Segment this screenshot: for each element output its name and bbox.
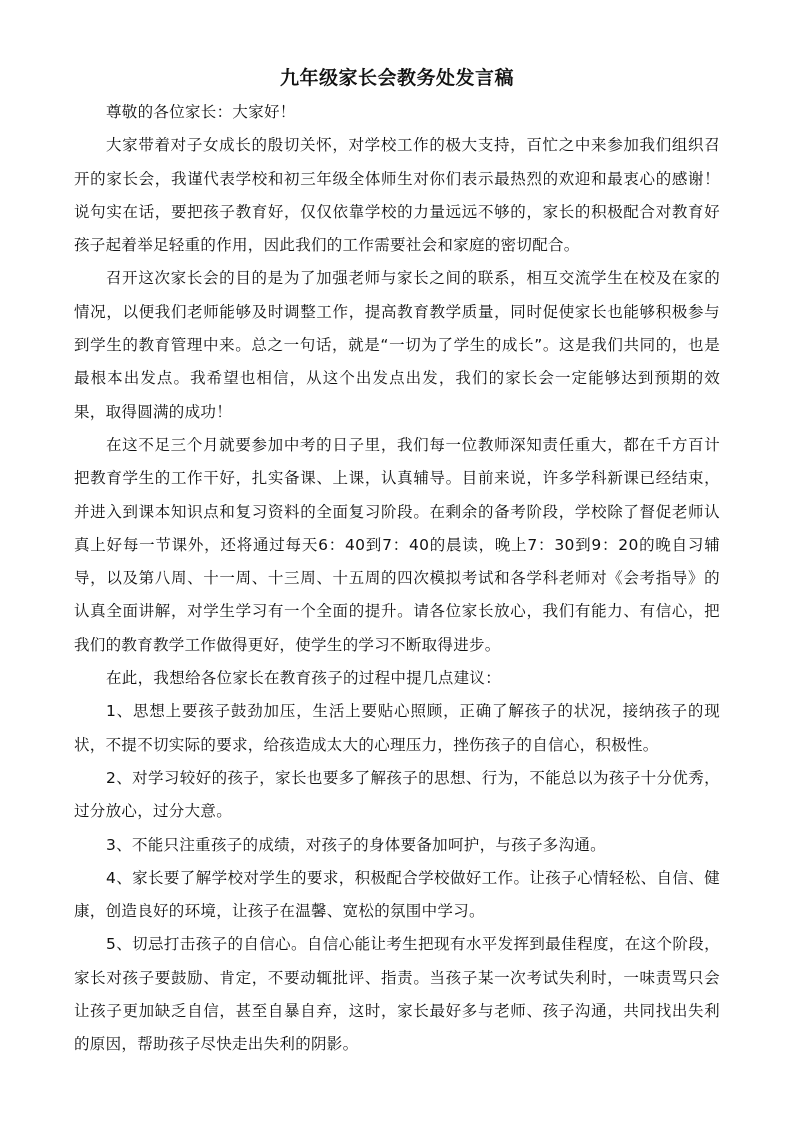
suggestion-item-1: 1、思想上要孩子鼓劲加压，生活上要贴心照顾，正确了解孩子的状况，接纳孩子的现状，不提不切实际的要求，给孩造成太大的心理压力，挫伤孩子的自信心，积极性。 xyxy=(74,702,720,754)
suggestion-item-3: 3、不能只注重孩子的成绩，对孩子的身体要备加呵护，与孩子多沟通。 xyxy=(106,835,606,854)
suggestion-item-2: 2、对学习较好的孩子，家长也要多了解孩子的思想、行为，不能总以为孩子十分优秀，过分放心，过分大意。 xyxy=(74,768,720,821)
document-title: 九年级家长会教务处发言稿 xyxy=(279,67,514,89)
suggestion-item-5: 5、切忌打击孩子的自信心。自信心能让考生把现有水平发挥到最佳程度，在这个阶段，家长对孩子要鼓励、肯定，不要动辄批评、指责。当孩子某一次考试失利时，一味责骂只会让孩子更加缺乏自信，甚至自暴自弃，这时，家长最好多与老师、孩子沟通，共同找出失利的原因，帮助孩子尽快走出失利的阴影。 xyxy=(74,935,720,1054)
suggestions-intro-paragraph: 在此，我想给各位家长在教育孩子的过程中提几点建议： xyxy=(106,669,502,688)
exam-preparation-paragraph: 在这不足三个月就要参加中考的日子里，我们每一位教师深知责任重大，都在千方百计把教育学生的工作干好，扎实备课、上课，认真辅导。目前来说，许多学科新课已经结束，并进入到课本知识点和复习资料的全面复习阶段。在剩余的备考阶段，学校除了督促老师认真上好每一节课外，还将通过每天6：40到7：40的晨读，晚上7：30到9：20的晚自习辅导，以及第八周、十一周、十三周、十五周的四次模拟考试和各学科老师对《会考指导》的认真全面讲解，对学生学习有一个全面的提升。请各位家长放心，我们有能力、有信心，把我们的教育教学工作做得更好，使学生的学习不断取得进步。 xyxy=(74,435,720,654)
purpose-paragraph: 召开这次家长会的目的是为了加强老师与家长之间的联系，相互交流学生在校及在家的情况，以便我们老师能够及时调整工作，提高教育教学质量，同时促使家长也能够积极参与到学生的教育管理中来。总之一句话，就是“一切为了学生的成长”。这是我们共同的，也是最根本出发点。我希望也相信，从这个出发点出发，我们的家长会一定能够达到预期的效果，取得圆满的成功！ xyxy=(74,269,720,421)
suggestion-item-4: 4、家长要了解学校对学生的要求，积极配合学校做好工作。让孩子心情轻松、自信、健康，创造良好的环境，让孩子在温馨、宽松的氛围中学习。 xyxy=(74,868,720,921)
welcome-paragraph: 大家带着对子女成长的殷切关怀，对学校工作的极大支持，百忙之中来参加我们组织召开的家长会，我谨代表学校和初三年级全体师生对你们表示最热烈的欢迎和最衷心的感谢！说句实在话，要把孩子教育好，仅仅依靠学校的力量远远不够的，家长的积极配合对教育好孩子起着举足轻重的作用，因此我们的工作需要社会和家庭的密切配合。 xyxy=(74,136,720,255)
greeting-paragraph: 尊敬的各位家长：大家好！ xyxy=(106,103,296,121)
